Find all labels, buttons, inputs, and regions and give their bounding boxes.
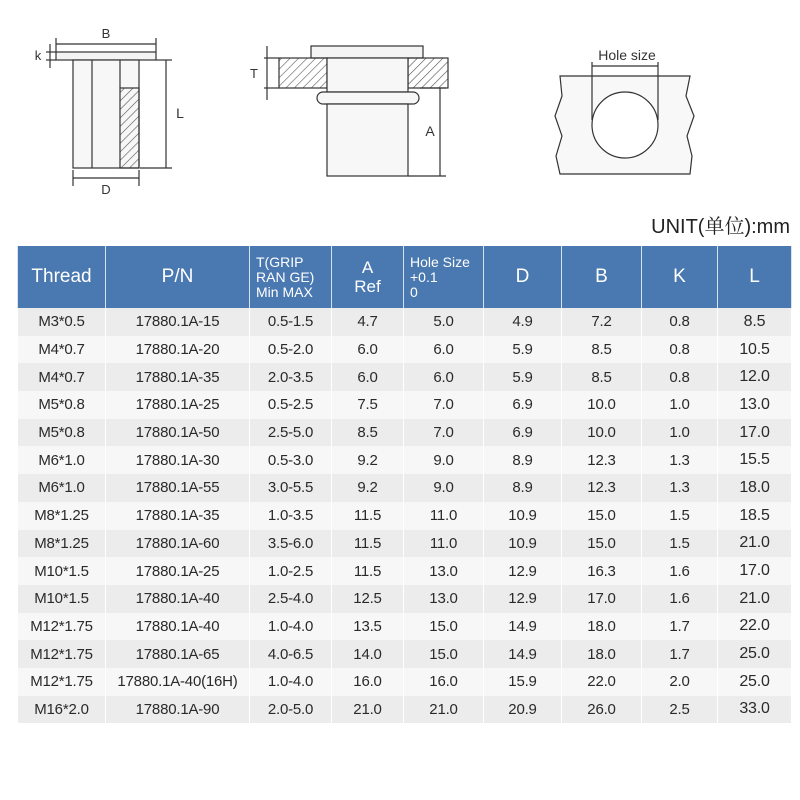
hole-size-diagram: [555, 62, 694, 174]
cell-pn: 17880.1A-25: [106, 391, 250, 419]
cell-pn: 17880.1A-35: [106, 363, 250, 391]
cell-l: 10.5: [718, 336, 792, 364]
cell-d: 6.9: [484, 391, 562, 419]
cell-thread: M3*0.5: [18, 308, 106, 336]
cell-d: 8.9: [484, 474, 562, 502]
cell-a-ref: 12.5: [332, 585, 404, 613]
cell-hole-size: 15.0: [404, 613, 484, 641]
cell-grip: 3.0-5.5: [250, 474, 332, 502]
cell-l: 22.0: [718, 613, 792, 641]
installed-section-diagram: [264, 46, 448, 176]
cell-d: 12.9: [484, 557, 562, 585]
rivet-nut-side-diagram: [46, 38, 172, 186]
cell-l: 33.0: [718, 696, 792, 724]
cell-thread: M4*0.7: [18, 363, 106, 391]
cell-pn: 17880.1A-40: [106, 585, 250, 613]
cell-pn: 17880.1A-15: [106, 308, 250, 336]
cell-grip: 2.0-5.0: [250, 696, 332, 724]
cell-hole-size: 6.0: [404, 363, 484, 391]
cell-pn: 17880.1A-90: [106, 696, 250, 724]
cell-hole-size: 5.0: [404, 308, 484, 336]
cell-l: 18.5: [718, 502, 792, 530]
cell-d: 8.9: [484, 446, 562, 474]
cell-thread: M5*0.8: [18, 419, 106, 447]
table-row: [18, 613, 792, 641]
cell-b: 8.5: [562, 363, 642, 391]
table-body: [18, 308, 792, 723]
cell-pn: 17880.1A-40(16H): [106, 668, 250, 696]
table-row: [18, 391, 792, 419]
cell-pn: 17880.1A-20: [106, 336, 250, 364]
table-row: [18, 530, 792, 558]
cell-k: 0.8: [642, 336, 718, 364]
cell-hole-size: 11.0: [404, 502, 484, 530]
cell-b: 12.3: [562, 446, 642, 474]
cell-b: 15.0: [562, 530, 642, 558]
cell-grip: 0.5-2.5: [250, 391, 332, 419]
table-row: [18, 446, 792, 474]
cell-thread: M10*1.5: [18, 585, 106, 613]
cell-a-ref: 11.5: [332, 530, 404, 558]
cell-thread: M6*1.0: [18, 446, 106, 474]
cell-grip: 0.5-2.0: [250, 336, 332, 364]
cell-l: 21.0: [718, 530, 792, 558]
cell-k: 2.0: [642, 668, 718, 696]
cell-hole-size: 15.0: [404, 640, 484, 668]
cell-k: 1.0: [642, 419, 718, 447]
cell-thread: M6*1.0: [18, 474, 106, 502]
cell-hole-size: 21.0: [404, 696, 484, 724]
cell-thread: M8*1.25: [18, 530, 106, 558]
cell-l: 21.0: [718, 585, 792, 613]
cell-a-ref: 8.5: [332, 419, 404, 447]
cell-b: 15.0: [562, 502, 642, 530]
cell-b: 12.3: [562, 474, 642, 502]
cell-grip: 3.5-6.0: [250, 530, 332, 558]
cell-grip: 1.0-4.0: [250, 613, 332, 641]
diagram-label-l: L: [176, 105, 184, 121]
header-thread: Thread: [18, 246, 106, 308]
cell-hole-size: 7.0: [404, 419, 484, 447]
header-grip-range: T(GRIP RAN GE) Min MAX: [250, 246, 332, 308]
cell-a-ref: 6.0: [332, 363, 404, 391]
cell-k: 2.5: [642, 696, 718, 724]
header-b: B: [562, 246, 642, 308]
cell-grip: 1.0-2.5: [250, 557, 332, 585]
header-hole-size: Hole Size +0.1 0: [404, 246, 484, 308]
cell-a-ref: 21.0: [332, 696, 404, 724]
cell-hole-size: 13.0: [404, 585, 484, 613]
cell-d: 6.9: [484, 419, 562, 447]
cell-d: 5.9: [484, 336, 562, 364]
cell-l: 13.0: [718, 391, 792, 419]
cell-d: 12.9: [484, 585, 562, 613]
cell-k: 1.5: [642, 502, 718, 530]
cell-l: 18.0: [718, 474, 792, 502]
cell-d: 14.9: [484, 640, 562, 668]
cell-thread: M16*2.0: [18, 696, 106, 724]
cell-pn: 17880.1A-25: [106, 557, 250, 585]
cell-b: 26.0: [562, 696, 642, 724]
cell-thread: M8*1.25: [18, 502, 106, 530]
cell-k: 1.5: [642, 530, 718, 558]
table-row: [18, 474, 792, 502]
cell-thread: M10*1.5: [18, 557, 106, 585]
diagram-label-k: k: [34, 48, 42, 63]
cell-thread: M12*1.75: [18, 640, 106, 668]
cell-k: 1.6: [642, 585, 718, 613]
cell-l: 17.0: [718, 419, 792, 447]
table-row: [18, 585, 792, 613]
cell-a-ref: 6.0: [332, 336, 404, 364]
table-row: [18, 419, 792, 447]
header-a-ref: A Ref: [332, 246, 404, 308]
table-row: [18, 336, 792, 364]
cell-a-ref: 14.0: [332, 640, 404, 668]
cell-hole-size: 16.0: [404, 668, 484, 696]
diagram-label-hole-size: Hole size: [598, 47, 656, 63]
technical-diagrams: [0, 0, 800, 205]
cell-b: 8.5: [562, 336, 642, 364]
cell-thread: M12*1.75: [18, 668, 106, 696]
table-header: [18, 246, 792, 308]
cell-hole-size: 11.0: [404, 530, 484, 558]
cell-b: 7.2: [562, 308, 642, 336]
cell-k: 1.6: [642, 557, 718, 585]
cell-pn: 17880.1A-50: [106, 419, 250, 447]
cell-a-ref: 11.5: [332, 502, 404, 530]
table-row: [18, 502, 792, 530]
table-row: [18, 668, 792, 696]
cell-l: 12.0: [718, 363, 792, 391]
diagram-label-b: B: [101, 26, 111, 41]
cell-a-ref: 13.5: [332, 613, 404, 641]
cell-l: 25.0: [718, 668, 792, 696]
cell-hole-size: 9.0: [404, 474, 484, 502]
cell-a-ref: 7.5: [332, 391, 404, 419]
cell-b: 22.0: [562, 668, 642, 696]
cell-a-ref: 11.5: [332, 557, 404, 585]
cell-grip: 2.0-3.5: [250, 363, 332, 391]
cell-d: 5.9: [484, 363, 562, 391]
cell-thread: M12*1.75: [18, 613, 106, 641]
cell-a-ref: 9.2: [332, 474, 404, 502]
cell-b: 17.0: [562, 585, 642, 613]
cell-grip: 2.5-4.0: [250, 585, 332, 613]
cell-l: 8.5: [718, 308, 792, 336]
cell-d: 15.9: [484, 668, 562, 696]
cell-b: 18.0: [562, 613, 642, 641]
table-row: [18, 696, 792, 724]
header-d: D: [484, 246, 562, 308]
cell-pn: 17880.1A-35: [106, 502, 250, 530]
cell-thread: M5*0.8: [18, 391, 106, 419]
cell-b: 10.0: [562, 419, 642, 447]
table-row: [18, 640, 792, 668]
cell-k: 1.7: [642, 613, 718, 641]
cell-grip: 4.0-6.5: [250, 640, 332, 668]
cell-b: 10.0: [562, 391, 642, 419]
cell-grip: 1.0-4.0: [250, 668, 332, 696]
cell-d: 10.9: [484, 502, 562, 530]
cell-a-ref: 4.7: [332, 308, 404, 336]
cell-l: 25.0: [718, 640, 792, 668]
cell-grip: 0.5-3.0: [250, 446, 332, 474]
cell-hole-size: 6.0: [404, 336, 484, 364]
cell-l: 17.0: [718, 557, 792, 585]
cell-a-ref: 9.2: [332, 446, 404, 474]
diagram-label-d: D: [101, 182, 111, 197]
cell-grip: 1.0-3.5: [250, 502, 332, 530]
cell-pn: 17880.1A-65: [106, 640, 250, 668]
cell-k: 0.8: [642, 363, 718, 391]
cell-a-ref: 16.0: [332, 668, 404, 696]
cell-d: 10.9: [484, 530, 562, 558]
cell-k: 1.0: [642, 391, 718, 419]
cell-k: 1.3: [642, 446, 718, 474]
cell-k: 1.3: [642, 474, 718, 502]
unit-label: UNIT(单位):mm: [651, 216, 790, 238]
cell-pn: 17880.1A-60: [106, 530, 250, 558]
cell-d: 20.9: [484, 696, 562, 724]
cell-pn: 17880.1A-55: [106, 474, 250, 502]
cell-d: 14.9: [484, 613, 562, 641]
cell-d: 4.9: [484, 308, 562, 336]
cell-grip: 0.5-1.5: [250, 308, 332, 336]
table-row: [18, 308, 792, 336]
cell-l: 15.5: [718, 446, 792, 474]
cell-pn: 17880.1A-30: [106, 446, 250, 474]
spec-table: [17, 246, 792, 723]
cell-pn: 17880.1A-40: [106, 613, 250, 641]
cell-k: 0.8: [642, 308, 718, 336]
diagram-label-a: A: [425, 123, 435, 139]
cell-hole-size: 13.0: [404, 557, 484, 585]
table-row: [18, 363, 792, 391]
cell-hole-size: 9.0: [404, 446, 484, 474]
header-pn: P/N: [106, 246, 250, 308]
table-row: [18, 557, 792, 585]
cell-b: 16.3: [562, 557, 642, 585]
cell-hole-size: 7.0: [404, 391, 484, 419]
header-k: K: [642, 246, 718, 308]
cell-k: 1.7: [642, 640, 718, 668]
cell-grip: 2.5-5.0: [250, 419, 332, 447]
cell-thread: M4*0.7: [18, 336, 106, 364]
cell-b: 18.0: [562, 640, 642, 668]
diagram-label-t: T: [250, 66, 258, 81]
header-l: L: [718, 246, 792, 308]
